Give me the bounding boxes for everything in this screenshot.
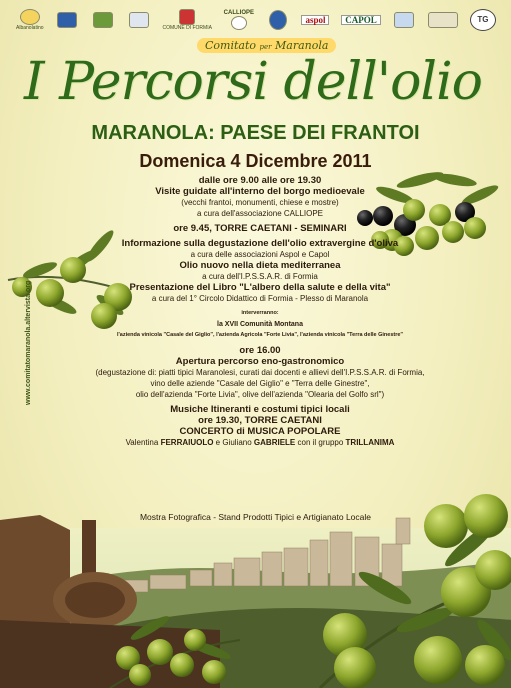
website-link[interactable]: www.comitatomaranola.altervista.org bbox=[25, 280, 32, 405]
program-line: Olio nuovo nella dieta mediterranea bbox=[179, 260, 341, 271]
performer-text: Valentina bbox=[125, 438, 161, 447]
program bbox=[90, 175, 430, 448]
event-date: Domenica 4 Dicembre 2011 bbox=[139, 151, 372, 171]
program-line: a cura delle associazioni Aspol e Capol bbox=[190, 250, 330, 259]
program-line: ore 19.30, TORRE CAETANI bbox=[198, 415, 322, 426]
program-line: l'azienda vinicola "Casale del Giglio", l'azienda Agricola "Forte Livia", l'azienda vinicola "Terra delle Ginestre" bbox=[116, 332, 404, 338]
comitato-banner bbox=[197, 38, 336, 53]
poster-subtitle: MARANOLA: PAESE DEI FRANTOI bbox=[91, 122, 420, 144]
sponsor-logo-strip bbox=[14, 6, 498, 34]
regione-logo bbox=[53, 9, 81, 31]
istituto-logo bbox=[390, 9, 418, 31]
comitato-per: per bbox=[259, 43, 272, 51]
program-line: a cura del 1° Circolo Didattico di Formia - Plesso di Maranola bbox=[151, 294, 369, 303]
tg-logo: TG bbox=[468, 9, 498, 31]
capol-logo: CAPOL bbox=[339, 9, 383, 31]
program-line: ore 16.00 bbox=[239, 345, 281, 356]
program-line: interverranno: bbox=[241, 310, 279, 316]
program-line: CONCERTO di MUSICA POPOLARE bbox=[179, 426, 341, 437]
program-line: Presentazione del Libro "L'albero della salute e della vita" bbox=[129, 282, 391, 293]
calliope-logo: CALLIOPE bbox=[222, 9, 256, 31]
provincia-logo bbox=[89, 9, 117, 31]
comitato-word: Comitato bbox=[205, 39, 257, 52]
program-line: Informazione sulla degustazione dell'olio extravergine d'oliva bbox=[121, 238, 399, 249]
albanolatino-logo: Albanolatino bbox=[14, 9, 46, 31]
performer-name: GABRIELE bbox=[253, 438, 296, 447]
mostra-line: Mostra Fotografica - Stand Prodotti Tipici e Artigianato Locale bbox=[139, 512, 372, 522]
camera-logo bbox=[125, 9, 153, 31]
program-line: olio dell'azienda "Forte Livia", olive dell'azienda "Olearia del Golfo srl") bbox=[135, 390, 385, 399]
program-line: ore 9.45, TORRE CAETANI - SEMINARI bbox=[173, 223, 347, 234]
libreria-logo bbox=[426, 9, 460, 31]
program-line: Visite guidate all'interno del borgo medioevale bbox=[155, 186, 365, 197]
performer-text: e Giuliano bbox=[213, 438, 254, 447]
program-line: (degustazione di: piatti tipici Maranolesi, curati dai docenti e allievi dell'I.P.S.S.A.R. di Formia, bbox=[95, 368, 425, 377]
comune-formia-logo: COMUNE DI FORMIA bbox=[160, 9, 213, 31]
performers-line bbox=[90, 437, 430, 448]
poster-title: I Percorsi dell'olio bbox=[24, 52, 482, 112]
group-name: TRILLANIMA bbox=[345, 438, 395, 447]
program-line: vino delle aziende "Casale del Giglio" e "Terra delle Ginestre", bbox=[150, 379, 370, 388]
program-line: dalle ore 9.00 alle ore 19.30 bbox=[198, 175, 322, 186]
program-line: a cura dell'associazione CALLIOPE bbox=[196, 209, 324, 218]
aspol-logo: aspol bbox=[299, 9, 331, 31]
program-line: Apertura percorso eno-gastronomico bbox=[175, 356, 345, 367]
program-line: la XVII Comunità Montana bbox=[217, 321, 303, 328]
performer-name: FERRAIUOLO bbox=[160, 438, 214, 447]
scuola-logo bbox=[264, 9, 292, 31]
program-line: Musiche Itineranti e costumi tipici locali bbox=[170, 404, 350, 415]
comitato-place: Maranola bbox=[275, 39, 329, 52]
program-line: a cura dell'I.P.S.S.A.R. di Formia bbox=[202, 272, 318, 281]
program-line: (vecchi frantoi, monumenti, chiese e mostre) bbox=[181, 198, 339, 207]
performer-text: con il gruppo bbox=[295, 438, 346, 447]
